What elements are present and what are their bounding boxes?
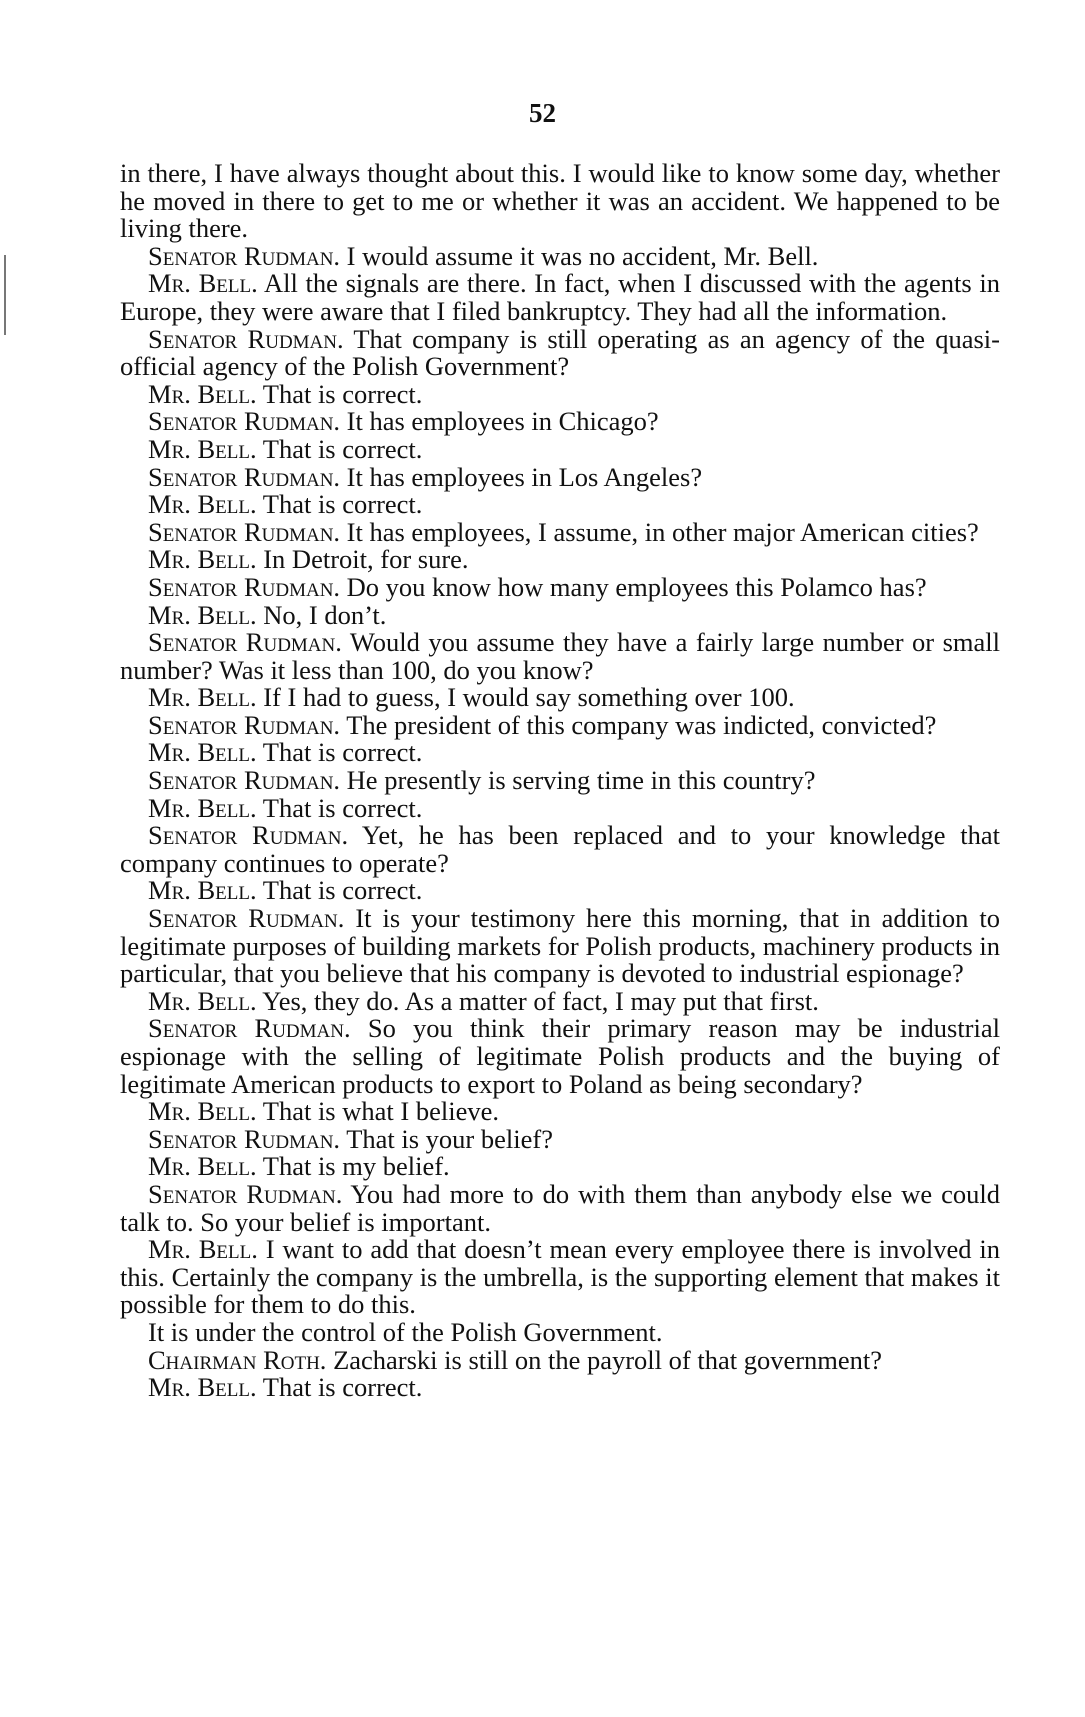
transcript-paragraph xyxy=(120,822,1000,877)
transcript-paragraph xyxy=(120,1123,1000,1154)
speaker-name: Senator Rudman. xyxy=(148,709,341,740)
transcript-paragraph xyxy=(120,571,1000,602)
speaker-name: Mr. Bell. xyxy=(148,1096,257,1127)
paragraph-text: It is under the control of the Polish Government. xyxy=(148,1316,663,1347)
paragraph-text: That company is still operating as an agency of the quasi-official agency of the Polish Government? xyxy=(120,323,1000,382)
speaker-name: Mr. Bell. xyxy=(148,985,257,1016)
paragraph-text: I want to add that doesn’t mean every employee there is involved in this. Certainly the company is the umbrella, is the supporting element that makes it possible for them to do this. xyxy=(120,1234,1000,1320)
transcript-paragraph xyxy=(120,1316,1000,1347)
speaker-name: Mr. Bell. xyxy=(148,268,258,299)
paragraph-text: in there, I have always thought about this. I would like to know some day, whether he moved in there to get to me or whether it was an accident. We happened to be living there. xyxy=(120,158,1000,244)
paragraph-text: That is your belief? xyxy=(340,1123,553,1154)
paragraph-text: That is correct. xyxy=(256,1372,423,1403)
speaker-name: Senator Rudman. xyxy=(148,820,349,851)
transcript-paragraph xyxy=(120,378,1000,409)
speaker-name: Senator Rudman. xyxy=(148,571,341,602)
speaker-name: Senator Rudman. xyxy=(148,903,345,934)
transcript-paragraph xyxy=(120,1344,1000,1375)
speaker-name: Senator Rudman. xyxy=(148,627,342,658)
transcript-paragraph xyxy=(120,1015,1000,1098)
speaker-name: Senator Rudman. xyxy=(148,240,341,271)
paragraph-text: It is your testimony here this morning, that in addition to legitimate purposes of building markets for Polish products, machinery products in particular, that you believe that his company is devoted to industrial espionage? xyxy=(120,903,1000,989)
speaker-name: Mr. Bell. xyxy=(148,875,257,906)
speaker-name: Senator Rudman. xyxy=(148,1178,343,1209)
transcript-paragraph xyxy=(120,684,1000,712)
paragraph-text: I would assume it was no accident, Mr. Bell. xyxy=(340,240,819,271)
transcript-paragraph xyxy=(120,599,1000,630)
transcript-paragraph xyxy=(120,491,1000,519)
paragraph-text: That is my belief. xyxy=(256,1151,450,1182)
transcript-paragraph xyxy=(120,270,1000,325)
speaker-name: Mr. Bell. xyxy=(148,737,257,768)
speaker-name: Chairman Roth. xyxy=(148,1344,327,1375)
paragraph-text: That is what I believe. xyxy=(256,1096,499,1127)
transcript-paragraph xyxy=(120,1153,1000,1181)
speaker-name: Mr. Bell. xyxy=(148,433,257,464)
paragraph-text: No, I don’t. xyxy=(256,599,387,630)
paragraph-text: That is correct. xyxy=(256,489,423,520)
transcript-paragraph xyxy=(120,877,1000,905)
paragraph-text: Yet, he has been replaced and to your knowledge that company continues to operate? xyxy=(120,820,1000,878)
paragraph-text: That is correct. xyxy=(256,378,423,409)
page-number: 52 xyxy=(529,98,556,128)
paragraph-text: That is correct. xyxy=(256,737,423,768)
paragraph-text: In Detroit, for sure. xyxy=(256,544,469,575)
transcript-paragraph xyxy=(120,985,1000,1016)
transcript-paragraph xyxy=(120,709,1000,740)
speaker-name: Mr. Bell. xyxy=(148,1151,257,1182)
speaker-name: Senator Rudman. xyxy=(148,323,344,354)
speaker-name: Mr. Bell. xyxy=(148,544,257,575)
speaker-name: Senator Rudman. xyxy=(148,406,341,437)
paragraph-text: All the signals are there. In fact, when I discussed with the agents in Europe, they were aware that I filed bankruptcy. They had all the information. xyxy=(120,268,1000,326)
paragraph-text: Zacharski is still on the payroll of that government? xyxy=(326,1344,883,1375)
transcript-paragraph xyxy=(120,767,1000,795)
paragraph-text: So you think their primary reason may be industrial espionage with the selling of legitimate Polish products and the buying of legitimate American products to export to Poland as being secondary? xyxy=(120,1013,1000,1099)
transcript-paragraph xyxy=(120,629,1000,684)
paragraph-text: If I had to guess, I would say something over 100. xyxy=(256,682,795,713)
transcript-paragraph xyxy=(120,433,1000,464)
speaker-name: Senator Rudman. xyxy=(148,461,341,492)
speaker-name: Mr. Bell. xyxy=(148,792,257,823)
transcript-paragraph xyxy=(120,461,1000,492)
speaker-name: Mr. Bell. xyxy=(148,599,257,630)
paragraph-text: He presently is serving time in this country? xyxy=(340,765,816,796)
paragraph-text: You had more to do with them than anybody else we could talk to. So your belief is important. xyxy=(120,1178,1000,1237)
speaker-name: Senator Rudman. xyxy=(148,1013,351,1044)
paragraph-text: The president of this company was indicted, convicted? xyxy=(340,709,937,740)
transcript-paragraph xyxy=(120,739,1000,767)
speaker-name: Mr. Bell. xyxy=(148,489,257,520)
transcript-paragraph xyxy=(120,1178,1000,1237)
paragraph-text: Yes, they do. As a matter of fact, I may put that first. xyxy=(256,985,819,1016)
paragraph-text: That is correct. xyxy=(256,792,423,823)
speaker-name: Mr. Bell. xyxy=(148,1234,258,1265)
transcript-paragraph xyxy=(120,905,1000,988)
transcript-paragraph xyxy=(120,160,1000,243)
transcript-body xyxy=(120,160,1000,1402)
transcript-paragraph xyxy=(120,1098,1000,1126)
paragraph-text: Would you assume they have a fairly large number or small number? Was it less than 100, do you know? xyxy=(120,627,1000,685)
speaker-name: Senator Rudman. xyxy=(148,765,341,796)
paragraph-text: That is correct. xyxy=(256,433,423,464)
paragraph-text: That is correct. xyxy=(256,875,423,906)
paragraph-text: Do you know how many employees this Polamco has? xyxy=(340,571,927,602)
margin-line-mark xyxy=(4,255,6,335)
transcript-paragraph xyxy=(120,323,1000,382)
transcript-paragraph xyxy=(120,1374,1000,1402)
speaker-name: Mr. Bell. xyxy=(148,1372,257,1403)
transcript-paragraph xyxy=(120,546,1000,574)
transcript-paragraph xyxy=(120,240,1000,271)
paragraph-text: It has employees, I assume, in other major American cities? xyxy=(340,516,979,547)
transcript-paragraph xyxy=(120,408,1000,436)
transcript-paragraph xyxy=(120,792,1000,823)
speaker-name: Mr. Bell. xyxy=(148,682,257,713)
paragraph-text: It has employees in Chicago? xyxy=(340,406,659,437)
transcript-paragraph xyxy=(120,516,1000,547)
paragraph-text: It has employees in Los Angeles? xyxy=(340,461,703,492)
speaker-name: Mr. Bell. xyxy=(148,378,257,409)
transcript-paragraph xyxy=(120,1236,1000,1319)
speaker-name: Senator Rudman. xyxy=(148,516,341,547)
speaker-name: Senator Rudman. xyxy=(148,1123,341,1154)
